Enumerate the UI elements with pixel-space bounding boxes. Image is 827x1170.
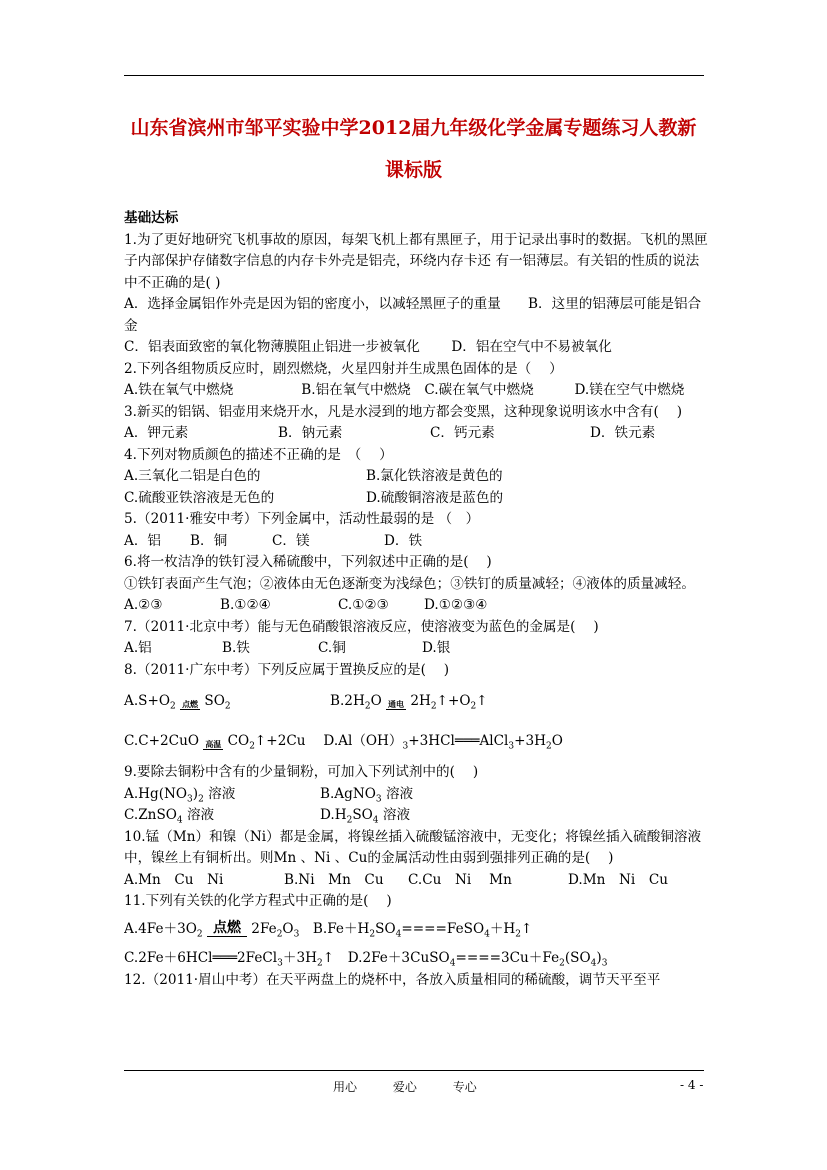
q5-option-c: C．镁 [272,532,310,549]
footer-item: 专心 [452,1080,477,1094]
q4-option-d: D.硫酸铜溶液是蓝色的 [366,489,504,506]
q10-option-a: A.Mn Cu Ni [124,871,224,888]
q9-option-b: B.AgNO$_3$ 溶液 [320,785,414,805]
q8-option-a: $A.S+O_2$ 点燃 $SO_2$ [124,693,231,712]
q11-stem: 11.下列有关铁的化学方程式中正确的是( ) [124,893,392,909]
q2-stem: 2.下列各组物质反应时，剧烈燃烧，火星四射并生成黑色固体的是（ ） [124,360,563,377]
q10-option-c: C.Cu Ni Mn [408,871,512,888]
q8-options-cd: C.C+2CuO 高温 $CO_2↑+2Cu$ $D.Al(OH)_3+3HCl═══AlCl_3+3H_2O$ [124,732,563,752]
q5-option-d: D．铁 [384,532,423,549]
header-rule [124,75,704,76]
q8-heat-condition: 高温 [205,738,222,749]
q10-options [124,870,710,892]
q7-stem: 7.（2011·北京中考）能与无色硝酸银溶液反应，使溶液变为蓝色的金属是( ) [124,618,599,635]
q8-option-b: $B.2H_2O$ 通电 $2H_2↑+O_2↑$ [330,693,488,712]
q3-option-c: C．钙元素 [430,425,495,441]
q7-options [124,638,710,660]
q6-option-d: D.①②③④ [424,597,488,613]
q6-option-a: A.②③ [124,597,163,613]
q7-option-b: B.铁 [222,640,250,656]
q8-stem: 8.（2011·广东中考）下列反应属于置换反应的是( ) [124,661,450,678]
doc-title-line1: 山东省滨州市邹平实验中学2012届九年级化学金属专题练习人教新 [130,117,697,139]
q5-option-a: A．铝 [124,532,162,549]
q10-option-d: D.Mn Ni Cu [568,871,668,888]
q3-option-b: B．钠元素 [278,425,343,441]
q1-options-cd: C．铝表面致密的氧化物薄膜阻止铝进一步被氧化 D．铝在空气中不易被氧化 [124,339,612,355]
q1-options-ab: A．选择金属铝作外壳是因为铝的密度小，以减轻黑匣子的重量 B．这里的铝薄层可能是铝合金 [124,296,702,334]
q7-option-a: A.铝 [124,640,152,656]
q2-options: A.铁在氧气中燃烧 B.铝在氧气中燃烧 C.碳在氧气中燃烧 D.镁在空气中燃烧 [124,382,685,398]
q4-options-cd [124,488,710,510]
q11-options-ab: $A.4Fe+3O_2$ 点燃 $2Fe_2O_3$ $B.Fe+H_2SO_4====FeSO_4+H_2↑$ [124,919,533,940]
footer-rule [124,1070,704,1071]
q9-option-a: $A.Hg(NO_3)_2$ 溶液 [124,785,236,805]
q9-stem: 9.要除去铜粉中含有的少量铜粉，可加入下列试剂中的( ) [124,764,479,780]
q9-options-ab [124,784,710,806]
q10-option-b: B.Ni Mn Cu [284,871,384,888]
q11-options-cd: $C.2Fe+6HCl═══2FeCl_3+3H_2↑$ $D.2Fe+3CuSO_4====3Cu+Fe_2(SO_4)_3$ [124,950,608,969]
q9-options-cd [124,805,710,827]
q4-options-ab [124,466,710,488]
page-number: - 4 - [680,1078,704,1092]
q1-stem: 1.为了更好地研究飞机事故的原因，每架飞机上都有黑匣子，用于记录出事时的数据。飞机的黑匣子内部保护存储数字信息的内存卡外壳是铝壳，环绕内存卡还 有一铝薄层。有关铝的性质的说法中不正确的是( ) [124,231,708,291]
q10-stem: 10.锰（Mn）和镍（Ni）都是金属，将镍丝插入硫酸锰溶液中，无变化；将镍丝插入硫酸铜溶液中，镍丝上有铜析出。则Mn 、Ni 、Cu的金属活动性由弱到强排列正确的是( ) [124,828,702,866]
q8-electric-condition: 通电 [388,699,405,709]
q7-option-c: C.铜 [318,640,346,656]
q8-options-ab [124,691,710,713]
footer-item: 用心 [333,1080,358,1094]
q7-option-d: D.银 [422,640,451,656]
q6-option-b: B.①②④ [220,597,271,613]
q3-options [124,423,710,445]
q9-option-c: C.ZnSO$_4$ 溶液 [124,807,215,826]
q3-stem: 3.新买的铝锅、铝壶用来烧开水，凡是水浸到的地方都会变黑，这种现象说明该水中含有( ) [124,403,683,420]
q5-option-b: B．铜 [190,532,228,549]
q5-options [124,531,710,553]
q4-option-c: C.硫酸亚铁溶液是无色的 [124,489,275,506]
q8-ignite-condition: 点燃 [182,699,199,709]
footer-item: 爱心 [392,1080,417,1094]
q9-option-d: $D.H_2SO_4$ 溶液 [320,807,411,826]
section-heading: 基础达标 [124,210,179,226]
q4-option-b: B.氯化铁溶液是黄色的 [366,468,503,484]
q6-description: ①铁钉表面产生气泡；②液体由无色逐渐变为浅绿色；③铁钉的质量减轻；④液体的质量减轻。 [124,575,695,592]
question-body [124,208,710,991]
q12-stem: 12.（2011·眉山中考）在天平两盘上的烧杯中，各放入质量相同的稀硫酸，调节天平至平 [124,971,661,988]
q4-stem: 4.下列对物质颜色的描述不正确的是 （ ） [124,446,393,463]
q3-option-a: A．钾元素 [124,425,189,441]
q3-option-d: D．铁元素 [590,425,656,441]
q6-options [124,595,710,617]
q6-stem: 6.将一枚洁净的铁钉浸入稀硫酸中，下列叙述中正确的是( ) [124,554,492,570]
q5-stem: 5.（2011·雅安中考）下列金属中，活动性最弱的是 （ ） [124,511,480,527]
q11-ignite-condition: 点燃 [207,920,247,937]
doc-title-line2: 课标版 [384,159,442,181]
q4-option-a: A.三氧化二铝是白色的 [124,468,261,484]
q6-option-c: C.①②③ [338,597,389,613]
